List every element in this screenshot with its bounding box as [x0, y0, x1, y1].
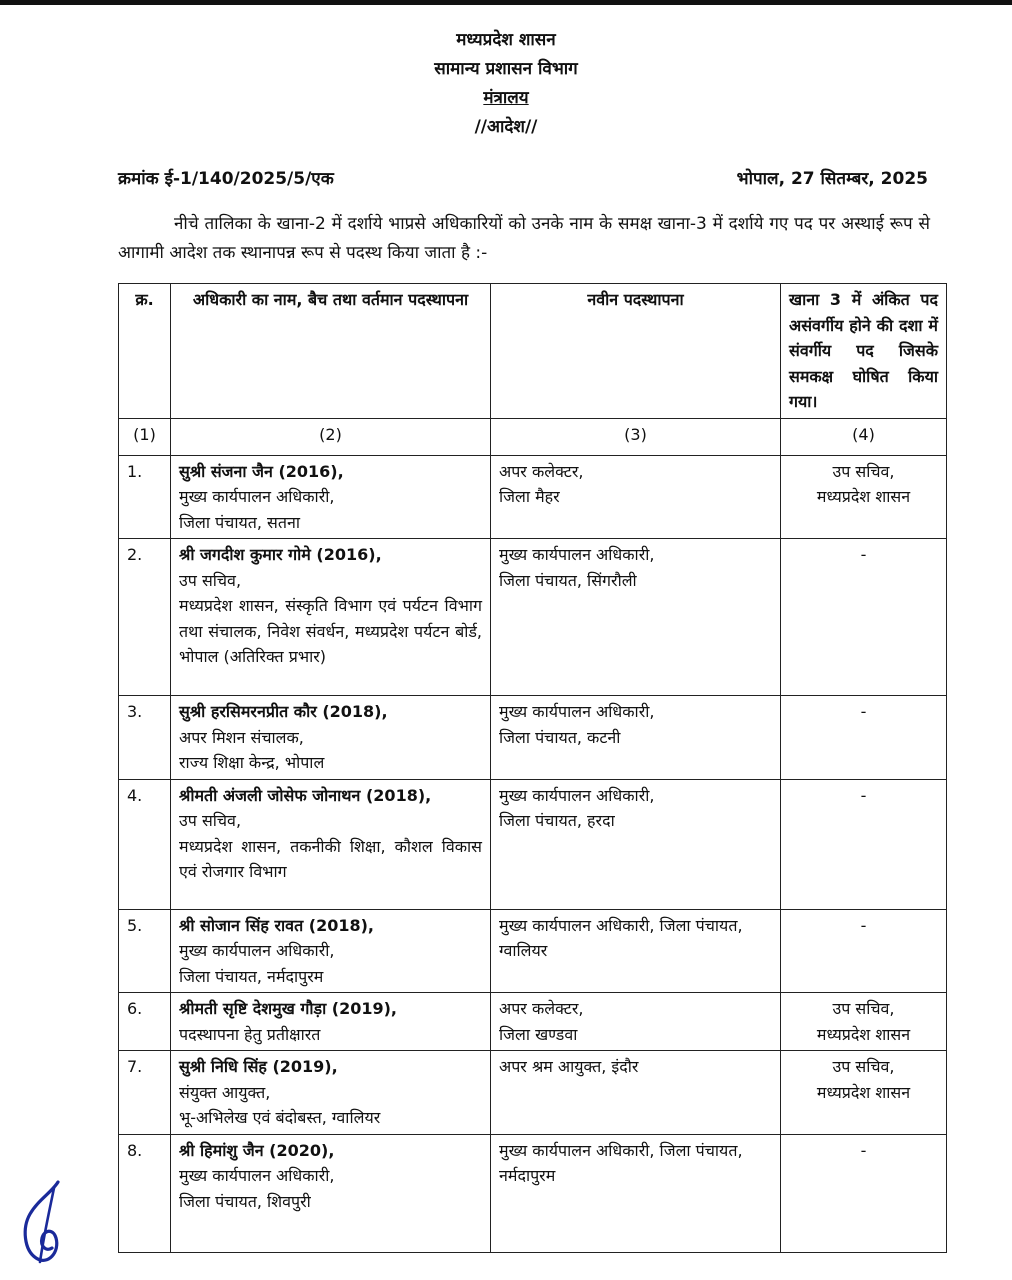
current-posting-line: जिला पंचायत, शिवपुरी — [179, 1191, 311, 1211]
table-row — [119, 539, 947, 696]
intro-paragraph: नीचे तालिका के खाना-2 में दर्शाये भाप्रसे अधिकारियों को उनके नाम के समक्ष खाना-3 में दर्शाये गए पद पर अस्थाई रूप से आगामी आदेश तक स्थानापन्न रूप से पदस्थ किया जाता है :- — [118, 214, 930, 263]
equivalent-post-line: - — [860, 545, 867, 564]
equivalent-post-line: - — [860, 702, 867, 721]
current-posting-line: भू-अभिलेख एवं बंदोबस्त, ग्वालियर — [179, 1108, 381, 1127]
current-posting-line: उप सचिव, — [179, 570, 242, 590]
table-row — [119, 779, 947, 909]
equivalent-post-line: मध्यप्रदेश शासन — [816, 1024, 911, 1044]
officer-cell — [171, 993, 491, 1051]
row-serial: 1. — [119, 455, 171, 539]
row-serial: 6. — [119, 993, 171, 1051]
row-serial: 5. — [119, 909, 171, 993]
equivalent-post-cell — [781, 455, 947, 539]
new-posting-line: जिला खण्डवा — [499, 1024, 578, 1044]
row-serial: 3. — [119, 696, 171, 780]
new-posting-cell — [491, 539, 781, 696]
new-posting-cell — [491, 779, 781, 909]
officer-name: सुश्री संजना जैन (2016), — [179, 461, 344, 481]
col-number: (4) — [781, 418, 947, 455]
table-row — [119, 455, 947, 539]
equivalent-post-line: - — [860, 1140, 867, 1160]
officer-name: सुश्री निधि सिंह (2019), — [179, 1057, 338, 1076]
officer-cell — [171, 696, 491, 780]
new-posting-cell — [491, 455, 781, 539]
table-row — [119, 1051, 947, 1135]
row-serial: 2. — [119, 539, 171, 696]
new-posting-line: अपर कलेक्टर, — [499, 461, 584, 481]
equivalent-post-cell — [781, 696, 947, 780]
new-posting-cell — [491, 696, 781, 780]
order-title: //आदेश// — [474, 117, 538, 137]
equivalent-post-cell — [781, 909, 947, 993]
officer-name: श्री जगदीश कुमार गोमे (2016), — [179, 545, 382, 564]
officer-cell — [171, 1051, 491, 1135]
new-posting-line: जिला मैहर — [499, 487, 560, 506]
new-posting-line: मुख्य कार्यपालन अधिकारी, जिला पंचायत, ग्वालियर — [499, 915, 743, 960]
header-equivalent-post: खाना 3 में अंकित पद असंवर्गीय होने की दशा में संवर्गीय पद जिसके समकक्ष घोषित किया गया। — [781, 284, 947, 419]
table-row — [119, 909, 947, 993]
current-posting-line: अपर मिशन संचालक, — [179, 727, 304, 747]
new-posting-line: जिला पंचायत, कटनी — [499, 727, 621, 747]
equivalent-post-line: उप सचिव, — [832, 1057, 895, 1076]
document-header — [0, 26, 1012, 142]
equivalent-post-line: उप सचिव, — [832, 461, 895, 481]
signature-mark — [14, 1178, 78, 1268]
col-number: (1) — [119, 418, 171, 455]
officer-cell — [171, 1134, 491, 1252]
department-name: सामान्य प्रशासन विभाग — [434, 59, 578, 79]
equivalent-post-line: मध्यप्रदेश शासन — [816, 1082, 911, 1102]
current-posting-line: मध्यप्रदेश शासन, संस्कृति विभाग एवं पर्यटन विभाग तथा संचालक, निवेश संवर्धन, मध्यप्रदेश पर्यटन बोर्ड, भोपाल (अतिरिक्त प्रभार) — [179, 596, 482, 666]
current-posting-line: मुख्य कार्यपालन अधिकारी, — [179, 941, 335, 960]
new-posting-cell — [491, 909, 781, 993]
new-posting-cell — [491, 1051, 781, 1135]
officer-name: सुश्री हरसिमरनप्रीत कौर (2018), — [179, 702, 388, 721]
current-posting-line: उप सचिव, — [179, 811, 242, 830]
new-posting-line: जिला पंचायत, हरदा — [499, 811, 615, 830]
govt-name: मध्यप्रदेश शासन — [456, 30, 556, 50]
new-posting-line: जिला पंचायत, सिंगरौली — [499, 570, 637, 590]
table-row — [119, 1134, 947, 1252]
equivalent-post-cell — [781, 1134, 947, 1252]
equivalent-post-cell — [781, 993, 947, 1051]
new-posting-line: मुख्य कार्यपालन अधिकारी, — [499, 785, 655, 805]
equivalent-post-line: उप सचिव, — [832, 999, 895, 1018]
officer-cell — [171, 455, 491, 539]
table-row — [119, 696, 947, 780]
current-posting-line: मध्यप्रदेश शासन, तकनीकी शिक्षा, कौशल विकास एवं रोजगार विभाग — [179, 836, 482, 881]
current-posting-line: जिला पंचायत, नर्मदापुरम — [179, 966, 324, 986]
new-posting-line: अपर कलेक्टर, — [499, 999, 584, 1018]
current-posting-line: मुख्य कार्यपालन अधिकारी, — [179, 1166, 335, 1185]
header-new-posting: नवीन पदस्थापना — [491, 284, 781, 419]
column-number-row — [119, 418, 947, 455]
row-serial: 7. — [119, 1051, 171, 1135]
ministry-name: मंत्रालय — [483, 88, 529, 108]
place-date: भोपाल, 27 सितम्बर, 2025 — [736, 169, 928, 189]
posting-table — [118, 283, 947, 1253]
current-posting-line: पदस्थापना हेतु प्रतीक्षारत — [179, 1024, 321, 1044]
current-posting-line: जिला पंचायत, सतना — [179, 512, 301, 532]
new-posting-line: मुख्य कार्यपालन अधिकारी, — [499, 545, 655, 564]
current-posting-line: मुख्य कार्यपालन अधिकारी, — [179, 487, 335, 506]
order-number: क्रमांक ई-1/140/2025/5/एक — [118, 169, 334, 189]
col-number: (3) — [491, 418, 781, 455]
equivalent-post-line: - — [860, 785, 867, 805]
new-posting-line: मुख्य कार्यपालन अधिकारी, — [499, 702, 655, 721]
table-header-row — [119, 284, 947, 419]
officer-name: श्रीमती अंजली जोसेफ जोनाथन (2018), — [179, 785, 432, 805]
row-serial: 8. — [119, 1134, 171, 1252]
col-number: (2) — [171, 418, 491, 455]
header-serial: क्र. — [119, 284, 171, 419]
officer-name: श्री हिमांशु जैन (2020), — [179, 1140, 335, 1160]
officer-cell — [171, 539, 491, 696]
equivalent-post-line: - — [860, 915, 867, 935]
top-border — [0, 0, 1012, 5]
current-posting-line: संयुक्त आयुक्त, — [179, 1082, 271, 1102]
officer-name: श्री सोजान सिंह रावत (2018), — [179, 915, 375, 935]
officer-name: श्रीमती सृष्टि देशमुख गौड़ा (2019), — [179, 999, 398, 1018]
new-posting-cell — [491, 1134, 781, 1252]
header-officer: अधिकारी का नाम, बैच तथा वर्तमान पदस्थापना — [171, 284, 491, 419]
officer-cell — [171, 909, 491, 993]
new-posting-line: मुख्य कार्यपालन अधिकारी, जिला पंचायत, नर्मदापुरम — [499, 1140, 743, 1185]
table-row — [119, 993, 947, 1051]
current-posting-line: राज्य शिक्षा केन्द्र, भोपाल — [179, 753, 325, 772]
new-posting-line: अपर श्रम आयुक्त, इंदौर — [499, 1057, 639, 1076]
equivalent-post-line: मध्यप्रदेश शासन — [816, 487, 911, 506]
equivalent-post-cell — [781, 779, 947, 909]
officer-cell — [171, 779, 491, 909]
equivalent-post-cell — [781, 1051, 947, 1135]
new-posting-cell — [491, 993, 781, 1051]
row-serial: 4. — [119, 779, 171, 909]
equivalent-post-cell — [781, 539, 947, 696]
